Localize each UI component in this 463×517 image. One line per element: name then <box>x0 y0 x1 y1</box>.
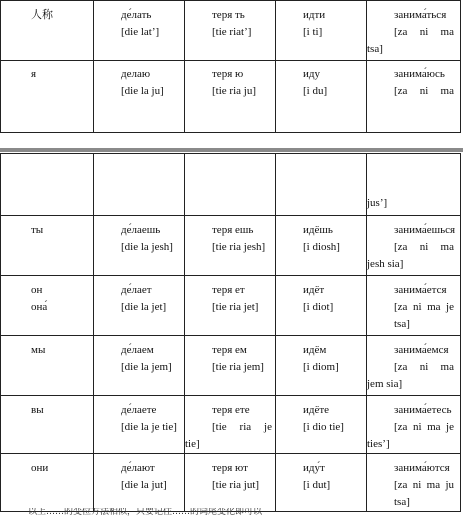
form-trans: [za ni ma <box>394 361 454 373</box>
form-trans: [i dut] <box>303 479 331 491</box>
form-word: теря ем <box>212 344 247 356</box>
form-trans-cont: tie] <box>185 438 200 450</box>
form-trans: [i dio tie] <box>303 421 344 433</box>
table-row <box>1 336 461 396</box>
form-cell <box>276 61 367 133</box>
form-trans: [tie ria je <box>212 421 272 433</box>
table-row <box>1 454 461 512</box>
form-word: занима́ешься <box>394 224 456 236</box>
empty-cell <box>185 154 276 216</box>
form-trans: [die la jem] <box>121 361 172 373</box>
form-cell <box>367 336 461 396</box>
form-word: де́лаем <box>121 344 154 356</box>
form-cell <box>276 216 367 276</box>
verb-word: теря ть <box>212 9 245 21</box>
form-cell <box>185 61 276 133</box>
pronoun-cell <box>1 61 94 133</box>
table-row <box>1 276 461 336</box>
form-cell <box>94 276 185 336</box>
form-cell <box>276 454 367 512</box>
form-trans: [die la ju] <box>121 85 164 97</box>
form-trans: [i diot] <box>303 301 334 313</box>
form-cell <box>367 61 461 133</box>
form-word: теря ете <box>212 404 250 416</box>
continuation-row <box>1 154 461 216</box>
form-word: теря ешь <box>212 224 254 236</box>
continued-trans: jus’] <box>367 197 388 209</box>
verb-cell <box>276 1 367 61</box>
pronoun: вы <box>31 404 44 416</box>
form-cell <box>94 396 185 454</box>
form-word: иду <box>303 68 320 80</box>
form-trans: [za ni ma ju <box>394 479 454 491</box>
form-trans-cont: tsa] <box>394 318 410 330</box>
form-trans-cont: tsa] <box>394 496 410 508</box>
verb-trans: [die lat’] <box>121 26 160 38</box>
form-trans: [i diosh] <box>303 241 340 253</box>
conjugation-table-top <box>0 0 461 133</box>
form-trans: [za ni ma je <box>394 301 454 313</box>
form-cell <box>276 276 367 336</box>
form-word: иду́т <box>303 462 325 474</box>
verb-trans-cont: tsa] <box>367 43 383 55</box>
form-cell <box>276 336 367 396</box>
conjugation-table-bottom <box>0 153 461 512</box>
header-row <box>1 1 461 61</box>
form-word: занима́емся <box>394 344 449 356</box>
pronoun: он <box>31 284 43 296</box>
pronoun-cell <box>1 336 94 396</box>
form-word: идёт <box>303 284 325 296</box>
form-cell <box>94 61 185 133</box>
form-cell <box>185 454 276 512</box>
form-word: де́лаете <box>121 404 157 416</box>
form-trans: [tie ria jem] <box>212 361 264 373</box>
form-word: де́лают <box>121 462 155 474</box>
verb-cell <box>185 1 276 61</box>
form-trans: [die la je tie] <box>121 421 177 433</box>
form-cell <box>367 454 461 512</box>
person-header: 人称 <box>31 9 53 21</box>
verb-word: де́лать <box>121 9 152 21</box>
verb-cell <box>367 1 461 61</box>
form-word: теря ют <box>212 462 248 474</box>
form-trans: [tie ria jet] <box>212 301 259 313</box>
form-word: теря ю <box>212 68 244 80</box>
form-word: делаю <box>121 68 151 80</box>
form-word: занима́ются <box>394 462 450 474</box>
pronoun: мы <box>31 344 46 356</box>
pronoun-cell <box>1 276 94 336</box>
verb-cell <box>94 1 185 61</box>
form-trans: [tie ria jut] <box>212 479 260 491</box>
page-break-divider <box>0 148 463 152</box>
form-word: теря ет <box>212 284 245 296</box>
form-cell <box>367 216 461 276</box>
form-word: идёшь <box>303 224 333 236</box>
form-trans: [tie ria jesh] <box>212 241 266 253</box>
pronoun: они <box>31 462 49 474</box>
form-cell <box>367 396 461 454</box>
form-word: де́лаешь <box>121 224 161 236</box>
verb-trans: [i ti] <box>303 26 323 38</box>
form-cell <box>94 336 185 396</box>
empty-cell <box>1 154 94 216</box>
form-word: де́лает <box>121 284 152 296</box>
form-word: занима́ется <box>394 284 447 296</box>
empty-cell <box>94 154 185 216</box>
form-trans: [i diom] <box>303 361 339 373</box>
form-trans: [die la jesh] <box>121 241 173 253</box>
verb-word: идти <box>303 9 326 21</box>
form-trans: [die la jet] <box>121 301 167 313</box>
form-word: занима́етесь <box>394 404 452 416</box>
form-cell <box>185 396 276 454</box>
form-word: идём <box>303 344 327 356</box>
pronoun-cell <box>1 454 94 512</box>
form-trans: [die la jut] <box>121 479 167 491</box>
form-word: идёте <box>303 404 330 416</box>
verb-word: занима́ться <box>394 9 447 21</box>
pronoun: ты <box>31 224 44 236</box>
form-trans-cont: ties’] <box>367 438 390 450</box>
person-header-cell <box>1 1 94 61</box>
table-row <box>1 61 461 133</box>
form-cell <box>276 396 367 454</box>
form-cell <box>185 216 276 276</box>
form-trans: [tie ria ju] <box>212 85 256 97</box>
pronoun-cell <box>1 216 94 276</box>
continuation-cell <box>367 154 461 216</box>
form-trans-cont: jem sia] <box>367 378 403 390</box>
form-cell <box>185 336 276 396</box>
verb-trans: [tie riat’] <box>212 26 252 38</box>
form-word: занима́юсь <box>394 68 445 80</box>
form-trans: [za ni ma je <box>394 421 454 433</box>
form-cell <box>94 454 185 512</box>
pronoun-alt: она́ <box>31 301 48 313</box>
form-trans: [za ni ma <box>394 241 454 253</box>
form-trans-cont: jesh sia] <box>367 258 404 270</box>
table-row <box>1 216 461 276</box>
footer-note: 以上……的变位方法相似，只要记住……的词尾变化即可以 <box>28 508 263 517</box>
form-trans: [za ni ma <box>394 85 454 97</box>
form-cell <box>185 276 276 336</box>
form-cell <box>94 216 185 276</box>
empty-cell <box>276 154 367 216</box>
verb-trans: [za ni ma <box>394 26 454 38</box>
pronoun-cell <box>1 396 94 454</box>
table-row <box>1 396 461 454</box>
pronoun: я <box>31 68 37 80</box>
form-trans: [i du] <box>303 85 328 97</box>
form-cell <box>367 276 461 336</box>
